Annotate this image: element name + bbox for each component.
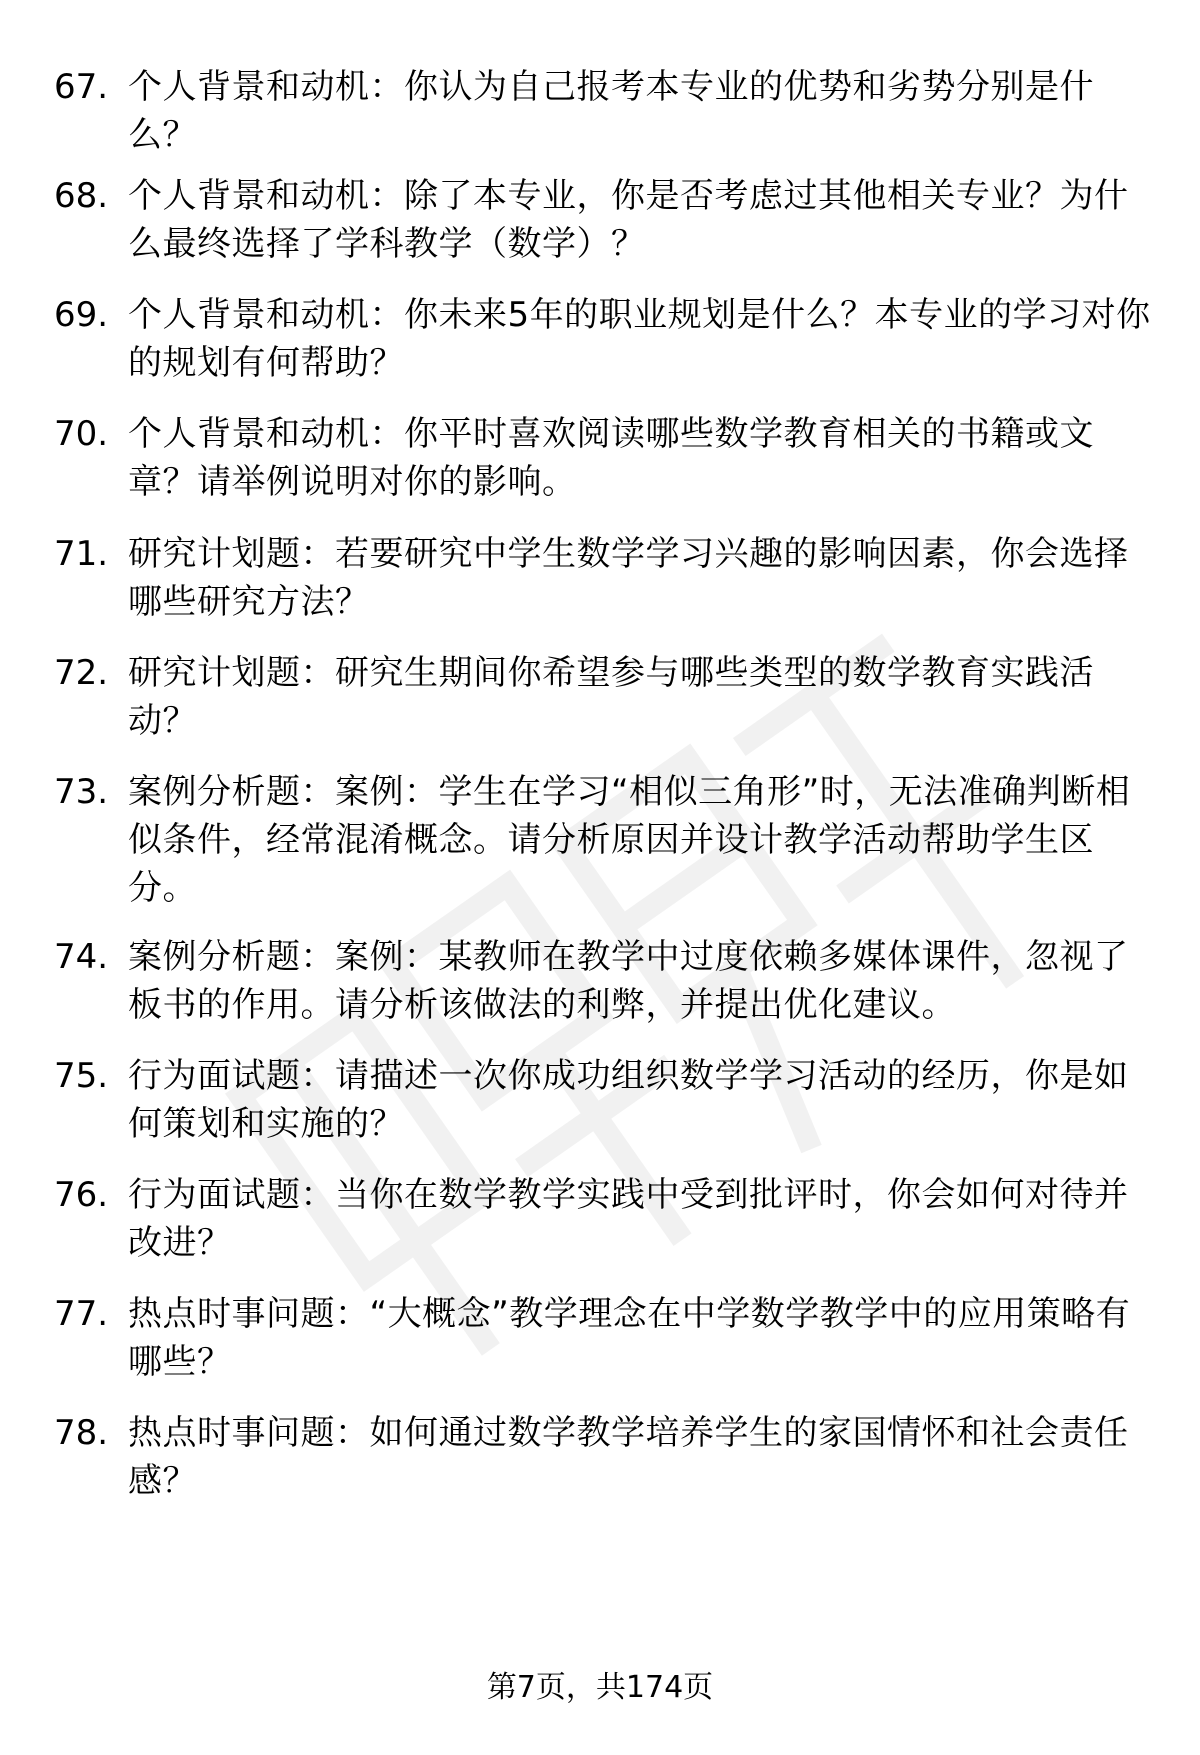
question-text: 个人背景和动机：你认为自己报考本专业的优势和劣势分别是什么？ (128, 67, 1094, 155)
question-text: 案例分析题：案例：学生在学习“相似三角形”时，无法准确判断相似条件，经常混淆概念。请分析原因并设计教学活动帮助学生区分。 (128, 772, 1131, 908)
question-number: 76. (54, 1175, 109, 1215)
question-text: 研究计划题：若要研究中学生数学学习兴趣的影响因素，你会选择哪些研究方法？ (128, 534, 1129, 622)
question-number: 69. (54, 295, 109, 335)
question-number: 72. (54, 653, 109, 693)
question-text: 案例分析题：案例：某教师在教学中过度依赖多媒体课件，忽视了板书的作用。请分析该做法的利弊，并提出优化建议。 (128, 937, 1129, 1025)
question-number: 70. (54, 414, 109, 454)
question-number: 67. (54, 67, 109, 107)
question-text: 研究计划题：研究生期间你希望参与哪些类型的数学教育实践活动？ (128, 653, 1094, 741)
question-text: 个人背景和动机：除了本专业，你是否考虑过其他相关专业？为什么最终选择了学科教学（数学）？ (128, 176, 1129, 264)
question-number: 68. (54, 176, 109, 216)
question-text: 热点时事问题：如何通过数学教学培养学生的家国情怀和社会责任感？ (128, 1413, 1129, 1501)
question-text: 个人背景和动机：你平时喜欢阅读哪些数学教育相关的书籍或文章？请举例说明对你的影响。 (128, 414, 1094, 502)
question-text: 热点时事问题：“大概念”教学理念在中学数学教学中的应用策略有哪些？ (128, 1294, 1131, 1382)
question-number: 71. (54, 534, 109, 574)
question-number: 77. (54, 1294, 109, 1334)
question-text: 行为面试题：当你在数学教学实践中受到批评时，你会如何对待并改进？ (128, 1175, 1129, 1263)
question-number: 75. (54, 1056, 109, 1096)
page-footer: 第7页，共174页 (486, 1670, 714, 1705)
question-text: 行为面试题：请描述一次你成功组织数学学习活动的经历，你是如何策划和实施的？ (128, 1056, 1129, 1144)
question-number: 74. (54, 937, 109, 977)
question-number: 73. (54, 772, 109, 812)
question-number: 78. (54, 1413, 109, 1453)
question-text: 个人背景和动机：你未来5年的职业规划是什么？本专业的学习对你的规划有何帮助？ (128, 295, 1151, 383)
